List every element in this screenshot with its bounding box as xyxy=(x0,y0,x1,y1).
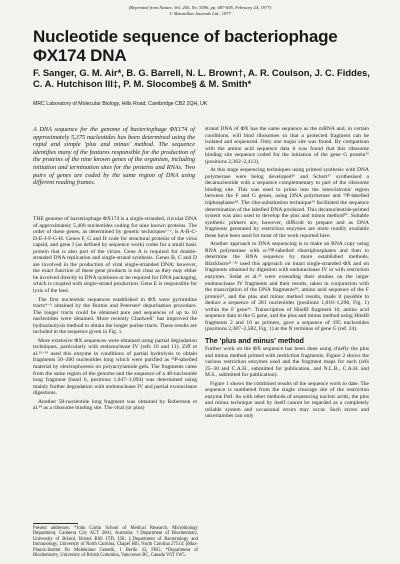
body-paragraph: THE genome of bacteriophage ΦX174 is a single-stranded, circular DNA of approximately 5,400 nucleotides coding for nine known proteins. The order of these genes, as determined by genetic techniques¹⁻³, is A-B-C-D-E-J-F-G-H. Genes F, G and H code for structural proteins of the virus capsid, and gene J (as defined by sequence work) codes for a small basic protein that is also part of the virion. Gene A is required for double-stranded DNA replication and single-strand synthesis. Genes B, C and D are involved in the production of viral single-stranded DNA: however, the exact function of these gene products is not clear as they may either be involved directly in DNA synthesis or be required for DNA packaging, which is coupled with single-strand production. Gene E is responsible for lysis of the host. xyxy=(33,216,197,295)
body-column-left xyxy=(33,216,197,414)
body-paragraph: At this stage sequencing techniques using primed synthesis with DNA polymerase were being developed¹⁶ and Schott¹⁷ synthesised a decanucleotide with a sequence complementary to part of the ribosome binding site. This was used to prime into the intercistronic region between the F and G genes, using DNA polymerase and ³²P-labelled triphosphates¹⁸. The ribo-substitution technique¹⁹ facilitated the sequence determination of the labelled DNA produced. This decanucleotide-primed system was also used to develop the plus and minus method²⁰. Suitable synthetic primers are, however, difficult to prepare and as DNA fragments generated by restriction enzymes are more readily available these have been used for most of the work reported here. xyxy=(205,167,369,239)
body-paragraph: Figure 1 shows the combined results of the sequence work to date. The sequence is numbered from the single cleavage site of the restriction enzyme PstI. As with other methods of sequencing nucleic acids, the plus and minus technique used by itself cannot be regarded as a completely reliable system and occasional errors may occur. Such errors and uncertainties can only xyxy=(205,380,369,420)
article-title: Nucleotide sequence of bacteriophage ΦX174 DNA xyxy=(33,27,338,65)
body-paragraph: Another 50-nucleotide long fragment was obtained by Robertson et al.¹⁴ as a ribosome binding site. The viral (or plus) xyxy=(33,398,197,412)
section-heading: The 'plus and minus' method xyxy=(205,335,304,345)
footnote-addresses: Present addresses: *John Curtin School of Medical Research, Microbiology Department, Canberra City ACT 2601, Australia; †Department of Biochemistry, University of Bristol, Bristol BS8 1TD, UK; ‡Department of Bacteriology and Immunology, University of North Carolina, Chapel Hill, North Carolina 27514; §Max-Planck-Institut für Molekulare Genetik, 1 Berlin 33, FRG; *Department of Biochemistry, University of British Columbia, Vancouver BC, Canada V6T 1W5. xyxy=(33,526,198,559)
body-paragraph: Another approach to DNA sequencing is to make an RNA copy using RNA polymerase with α-³²P-labelled ribotriphosphates and then to determine the RNA sequence by more established methods. Blackburn²¹⁻²² used this approach on intact single-stranded ΦX and on fragments obtained by digestion with endonuclease IV or with restriction enzymes. Sedat et al.²³ were extending their studies on the larger endonuclease IV fragments and their results, taken in conjunction with the transcription of the DNA fragments²⁴, amino acid sequence of the F protein²⁵, and the plus and minus method results, made it possible to deduce a sequence of 281 nucleotides (positions 1,016–1,296, Fig. 1) within the F gene²⁶. Transcription of HindII fragment 10, amino acid sequence data in the G gene, and the plus and minus method using HindII fragments 2 and 10 as primers, gave a sequence of 195 nucleotides (positions 2,387–2,582, Fig. 1) at the N terminus of gene G (ref. 24). xyxy=(205,241,369,333)
footnote-divider xyxy=(33,523,78,524)
body-paragraph: Further work on the ΦX sequence has been done using chiefly the plus and minus method primed with restriction fragments. Figure 2 shows the various restriction enzymes used and the fragment maps for each (refs 25–30 and C.A.H., submitted for publication, and N.L.B., C.A.H. and M.S., submitted for publication). xyxy=(205,345,369,379)
body-paragraph: The first nucleotide sequences established in ΦX were pyrimidine tracts⁴⁻⁵ obtained by the Burton and Petersen⁶ depurination procedure. The longer tracts could be obtained pure and sequences of up to 10 nucleotides were obtained. More recently Chadwell⁷ has improved the hydrazinolysis method to obtain the longer purine tracts. These results are included in the sequence given in Fig. 1. xyxy=(33,296,197,336)
abstract: A DNA sequence for the genome of bacteriophage ΦX174 of approximately 5,375 nucleotides has been determined using the rapid and simple 'plus and minus' method. The sequence identifies many of the features responsible for the production of the proteins of the nine known genes of the organism, including initiation and termination sites for the proteins and RNAs. Two pairs of genes are coded by the same region of DNA using different reading frames. xyxy=(33,126,195,187)
body-column-right xyxy=(205,126,369,422)
author-list: F. Sanger, G. M. Air*, B. G. Barrell, N. L. Brown†, A. R. Coulson, J. C. Fiddes, C. A. Hutchison III‡, P. M. Slocombe§ & M. Smith* xyxy=(33,67,370,89)
body-paragraph: strand DNA of ΦX has the same sequence as the mRNA and, in certain conditions, will bind ribosomes so that a protected fragment can be isolated and sequenced. Only one major site was found. By comparison with the amino acid sequence data it was found that this ribosome binding site sequence coded for the initiation of the gene G protein¹⁵ (positions 2,362–2,413). xyxy=(205,126,369,165)
affiliation: MRC Laboratory of Molecular Biology, Hills Road, Cambridge CB2 2QH, UK xyxy=(33,101,208,107)
body-paragraph: More extensive ΦX sequences were obtained using partial degradation techniques, particularly with endonuclease IV (refs 10 and 11). Ziff et al.¹²⁻¹³ used this enzyme in conditions of partial hydrolysis to obtain fragments 50–200 nucleotides long which were purified as ³²P-labelled material by electrophoresis on polyacrylamide gels. The fragments came from the same region of the genome and the sequence of a 48-nucleotide long fragment (band 6, positions 1,047–1,094) was determined using mainly further degradation with endonuclease IV and partial exonuclease digestions. xyxy=(33,337,197,397)
reprint-citation: (Reprinted from Nature, Vol. 265, No. 5596, pp. 687-695, February 24, 1977) xyxy=(128,5,272,10)
copyright-line: © Macmillan Journals Ltd., 1977 xyxy=(169,11,231,16)
reprint-header xyxy=(0,5,400,17)
